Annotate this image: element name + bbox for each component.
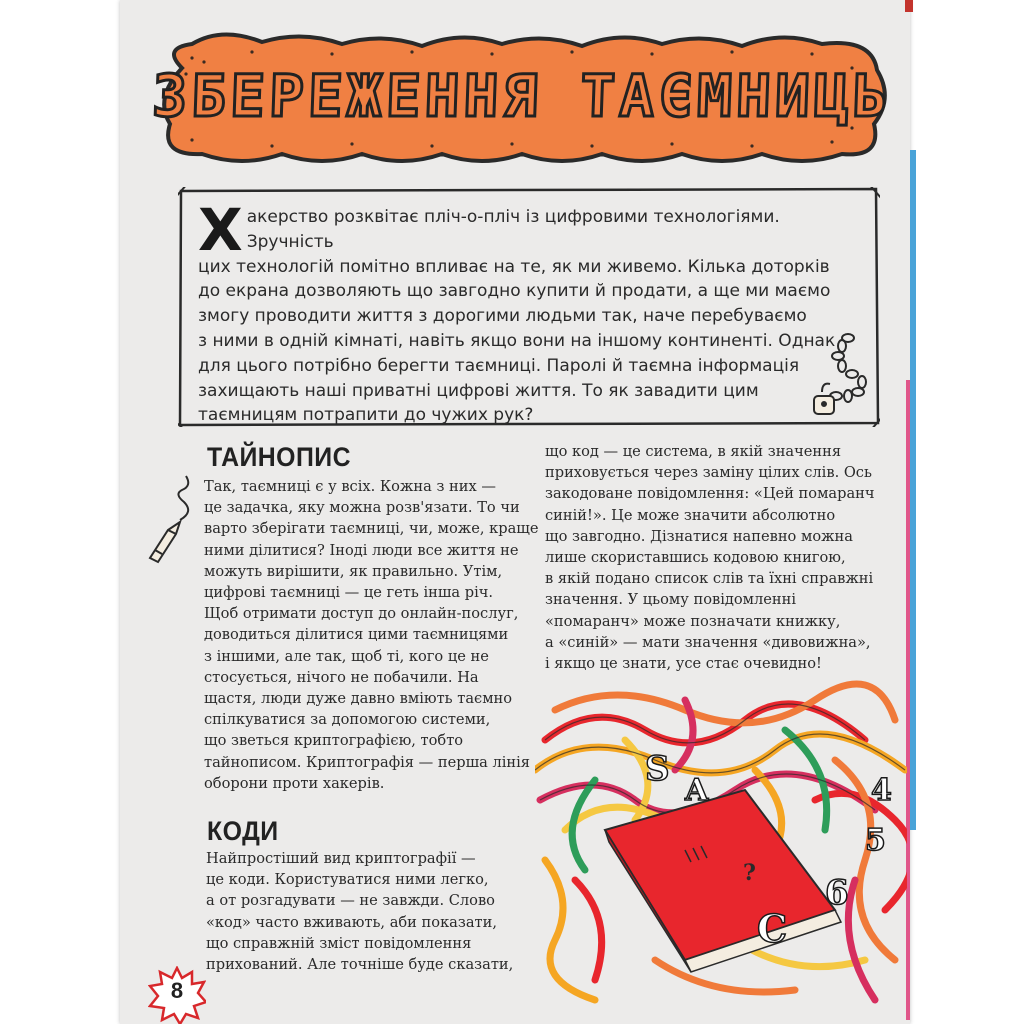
- section2-paragraph: [206, 848, 513, 975]
- text-line: з іншими, але так, щоб ті, кого це не: [204, 647, 489, 665]
- text-line: це коди. Користуватися ними легко,: [206, 871, 489, 889]
- text-line: в якій подано список слів та їхні справжні: [545, 570, 874, 588]
- intro-line: змогу проводити життя з дорогими людьми так, наче перебуваємо: [198, 306, 807, 327]
- drop-cap: Х: [198, 196, 243, 264]
- intro-box: [178, 187, 880, 427]
- title-banner: [152, 28, 892, 168]
- outside-area: [0, 0, 120, 1024]
- text-line: «помаранч» може позначати книжку,: [545, 612, 841, 630]
- intro-line: захищають наші приватні цифрові життя. То як завадити цим: [198, 380, 759, 401]
- intro-line: з ними в одній кімнаті, навіть якщо вони на іншому континенті. Однак: [198, 330, 836, 351]
- text-line: «код» часто вживають, аби показати,: [206, 913, 497, 931]
- art-letter: ?: [743, 860, 756, 886]
- edge-decoration: [905, 0, 913, 12]
- text-line: що зветься криптографією, тобто: [204, 732, 464, 750]
- text-line: цифрові таємниці — це геть інша річ.: [204, 584, 494, 602]
- column2-paragraph: [545, 441, 875, 674]
- intro-paragraph: [198, 196, 838, 428]
- text-line: закодоване повідомлення: «Цей помаранч: [545, 485, 875, 503]
- page-number-badge: [148, 966, 206, 1024]
- text-line: і якщо це знати, усе стає очевидно!: [545, 655, 822, 673]
- art-letter: 4: [871, 773, 892, 808]
- text-line: оборони проти хакерів.: [204, 774, 385, 792]
- section1-paragraph: [204, 476, 539, 794]
- art-letter: 6: [825, 873, 849, 913]
- text-line: а «синій» — мати значення «дивовижна»,: [545, 633, 871, 651]
- intro-line: до екрана дозволяють що завгодно купити й продати, а ще ми маємо: [198, 281, 831, 302]
- text-line: значення. У цьому повідомленні: [545, 591, 797, 609]
- intro-line: акерство розквітає пліч-о-пліч із цифровими технологіями. Зручність: [246, 207, 780, 252]
- text-line: спілкуватися за допомогою системи,: [204, 711, 491, 729]
- intro-line: таємницям потрапити до чужих рук?: [198, 405, 534, 426]
- text-line: приховується через заміну цілих слів. Ось: [545, 464, 872, 482]
- text-line: лише скориставшись кодовою книгою,: [545, 549, 846, 567]
- intro-line: для цього потрібно берегти таємниці. Паролі й таємна інформація: [198, 355, 800, 376]
- text-line: прихований. Але точніше буде сказати,: [206, 956, 514, 974]
- text-line: що справжній зміст повідомлення: [206, 934, 472, 952]
- text-line: що код — це система, в якій значення: [545, 443, 842, 460]
- text-line: Так, таємниці є у всіх. Кожна з них —: [204, 478, 496, 495]
- pencil-icon: [146, 472, 198, 564]
- text-line: можуть вирішити, як правильно. Утім,: [204, 562, 503, 580]
- text-line: ними ділитися? Іноді люди все життя не: [204, 541, 519, 559]
- text-line: Щоб отримати доступ до онлайн-послуг,: [204, 605, 519, 623]
- art-letter: 5: [865, 823, 886, 858]
- edge-decoration: [910, 150, 916, 830]
- intro-line: цих технологій помітно впливає на те, як ми живемо. Кілька доторків: [198, 256, 830, 277]
- text-line: щастя, люди дуже давно вміють таємно: [204, 690, 513, 708]
- art-letter: C: [757, 906, 788, 951]
- art-letter: S: [645, 749, 670, 789]
- text-line: Найпростіший вид криптографії —: [206, 850, 476, 867]
- section-heading-tainopys: ТАЙНОПИС: [207, 442, 351, 472]
- text-line: тайнописом. Криптографія — перша лінія: [204, 753, 531, 771]
- text-line: варто зберігати таємниці, чи, може, краще: [204, 520, 539, 538]
- art-letter: A: [685, 773, 709, 808]
- text-line: синій!». Це може значити абсолютно: [545, 506, 836, 524]
- text-line: це задачка, яку можна розв'язати. То чи: [204, 499, 520, 517]
- section-heading-kody: КОДИ: [207, 816, 279, 846]
- chain-lock-icon: [808, 330, 872, 422]
- text-line: доводиться ділитися цими таємницями: [204, 626, 509, 644]
- codebook-illustration: [535, 680, 907, 1010]
- page-title: ЗБЕРЕЖЕННЯ ТАЄМНИЦЬ: [151, 62, 893, 130]
- page-number: 8: [170, 978, 184, 1003]
- text-line: а от розгадувати — не завжди. Слово: [206, 892, 495, 910]
- text-line: що завгодно. Дізнатися напевно можна: [545, 527, 853, 545]
- text-line: стосується, нічого не побачили. На: [204, 668, 479, 686]
